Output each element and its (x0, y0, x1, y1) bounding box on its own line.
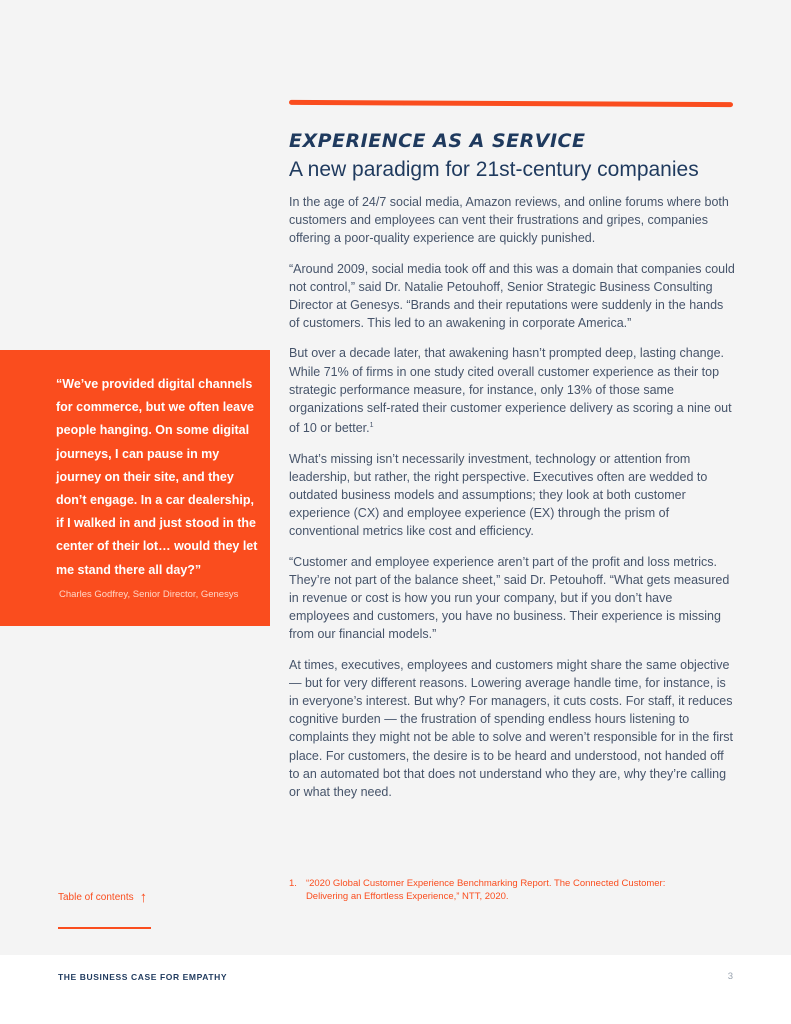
footnote-number: 1. (289, 878, 297, 889)
paragraph-1: In the age of 24/7 social media, Amazon reviews, and online forums where both customers and employees can vent their frustrations and gripes, companies offering a poor-quality experience are quickly punished. (289, 195, 729, 246)
article-body (289, 193, 735, 813)
section-headline: A new paradigm for 21st-century companies (289, 158, 699, 181)
table-of-contents-label: Table of contents (58, 892, 134, 903)
footnote-text: “2020 Global Customer Experience Benchmarking Report. The Connected Customer: Delivering an Effortless Experience,” NTT, 2020. (305, 878, 666, 902)
page-footer (0, 955, 791, 1024)
paragraph-2: “Around 2009, social media took off and this was a domain that companies could not control,” said Dr. Natalie Petouhoff, Senior Strategic Business Consulting Director at Genesys. “Brands and their reputations were suddenly in the hands of customers. This led to an awakening in corporate America.” (289, 261, 735, 331)
paragraph-5: “Customer and employee experience aren’t part of the profit and loss metrics. They’re not part of the balance sheet,” said Dr. Petouhoff. “What gets measured in revenue or cost is how you run your company, but if you don’t have employees and customers, you have no business. Their experience is missing from our financial models.” (289, 554, 730, 642)
paragraph-3-text: But over a decade later, that awakening hasn’t prompted deep, lasting change. While 71% of firms in one study cited overall customer experience as their top strategic performance measure, for instance, only 13% of those same organizations self-rated their customer experience delivery as scoring a nine out of 10 or better. (289, 346, 732, 436)
pull-quote-text: “We’ve provided digital channels for commerce, but we often leave people hanging. On some digital journeys, I can pause in my journey on their site, and they don’t engage. In a car dealership, if I walked in and just stood in the center of their lot… would they let me stand there all day?” (56, 377, 258, 577)
footnote (289, 877, 709, 903)
footnote-reference[interactable]: 1 (369, 422, 374, 430)
pull-quote-attribution: Charles Godfrey, Senior Director, Genesys (59, 589, 239, 600)
paragraph-4: What’s missing isn’t necessarily investment, technology or attention from leadership, but rather, the right perspective. Executives often are wedded to outdated business models and assumptions; they look at both customer experience (CX) and employee experience (EX) through the prism of conventional metrics like cost and efficiency. (289, 451, 708, 539)
toc-underline-rule (58, 927, 151, 929)
footer-title: THE BUSINESS CASE FOR EMPATHY (58, 972, 228, 982)
paragraph-6: At times, executives, employees and customers might share the same objective — but for very different reasons. Lowering average handle time, for instance, is in everyone’s interest. But why? For managers, it cuts costs. For staff, it reduces cognitive burden — the frustration of spending endless hours listening to complaints they might not be able to solve and weren’t responsible for in the first place. For customers, the desire is to be heard and understood, not handed off to an automated bot that does not understand who they are, why they’re calling or what they need. (289, 657, 733, 800)
paragraph-3 (289, 344, 735, 437)
table-of-contents-link[interactable] (58, 890, 147, 905)
section-kicker: EXPERIENCE AS A SERVICE (289, 130, 586, 152)
arrow-up-icon: ↑ (139, 889, 148, 906)
page-number: 3 (727, 971, 733, 982)
top-accent-rule (289, 100, 733, 107)
